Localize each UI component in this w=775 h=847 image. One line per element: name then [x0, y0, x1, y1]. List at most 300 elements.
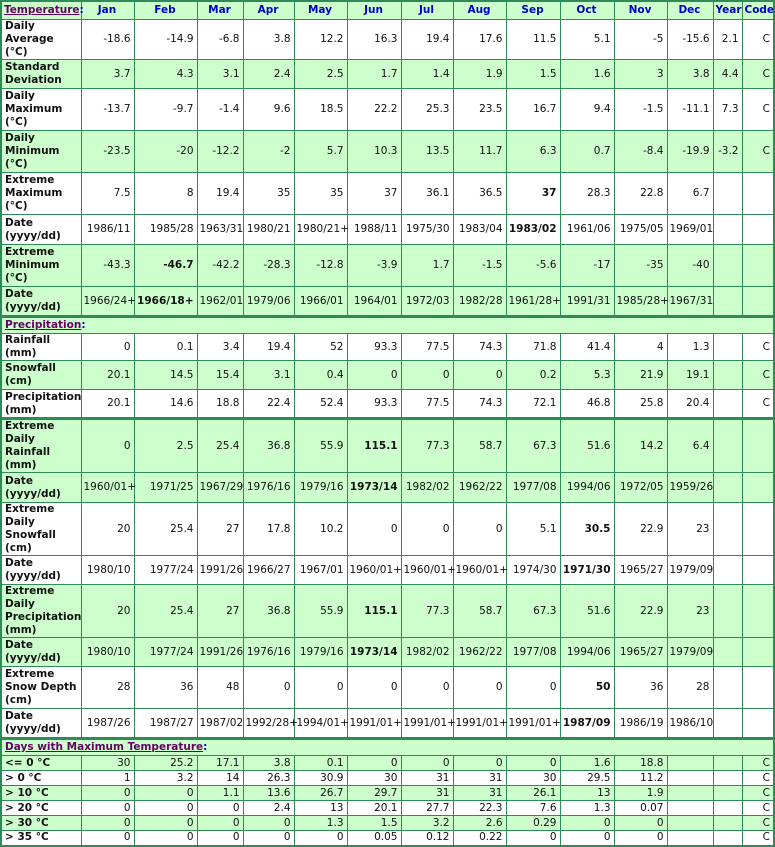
table-row [1, 801, 774, 816]
col-mar: Mar [197, 1, 243, 20]
value-cell: 0 [506, 667, 560, 709]
code-cell: C [742, 334, 774, 361]
code-cell [742, 638, 774, 667]
year-cell [713, 503, 742, 556]
value-cell: -28.3 [243, 245, 294, 287]
year-cell [713, 756, 742, 771]
value-cell: 28 [81, 667, 134, 709]
code-cell: C [742, 390, 774, 419]
value-cell: 36.8 [243, 585, 294, 638]
value-cell: 7.6 [506, 801, 560, 816]
value-cell: 74.3 [453, 334, 506, 361]
value-cell: 19.4 [197, 173, 243, 215]
days-max-temp-link[interactable]: Days with Maximum Temperature [5, 741, 204, 753]
table-row [1, 473, 774, 503]
value-cell: 31 [453, 771, 506, 786]
value-cell: 25.4 [134, 503, 197, 556]
value-cell: 19.1 [667, 361, 713, 390]
value-cell: 1991/01+ [401, 709, 453, 739]
value-cell: 14 [197, 771, 243, 786]
value-cell: 1987/27 [134, 709, 197, 739]
value-cell: 1994/01+ [294, 709, 347, 739]
row-label: > 0 °C [1, 771, 81, 786]
value-cell: 51.6 [560, 585, 614, 638]
value-cell: 18.8 [197, 390, 243, 419]
value-cell: 1987/26 [81, 709, 134, 739]
value-cell: 1960/01+ [453, 556, 506, 585]
value-cell: 1980/10 [81, 638, 134, 667]
table-row [1, 287, 774, 317]
year-cell [713, 287, 742, 317]
value-cell: 1971/30 [560, 556, 614, 585]
value-cell: 21.9 [614, 361, 667, 390]
table-row [1, 60, 774, 89]
value-cell: 5.7 [294, 131, 347, 173]
code-cell: C [742, 771, 774, 786]
value-cell: 58.7 [453, 419, 506, 473]
value-cell: 1.7 [347, 60, 401, 89]
value-cell: 31 [401, 786, 453, 801]
value-cell: 0 [347, 361, 401, 390]
value-cell: 0 [243, 816, 294, 831]
row-label: Precipitation (mm) [1, 390, 81, 419]
value-cell: 1976/16 [243, 638, 294, 667]
row-label: Date (yyyy/dd) [1, 287, 81, 317]
days-max-temp-section-row [1, 739, 774, 756]
value-cell: 16.3 [347, 20, 401, 60]
value-cell: 1982/02 [401, 473, 453, 503]
row-label: > 35 °C [1, 831, 81, 846]
value-cell: 20 [81, 503, 134, 556]
table-row [1, 215, 774, 245]
value-cell: 1983/02 [506, 215, 560, 245]
value-cell: 19.4 [401, 20, 453, 60]
value-cell: -3.9 [347, 245, 401, 287]
value-cell: 55.9 [294, 419, 347, 473]
value-cell: 58.7 [453, 585, 506, 638]
value-cell: 1980/10 [81, 556, 134, 585]
value-cell: 35 [243, 173, 294, 215]
value-cell: 23 [667, 585, 713, 638]
value-cell: 1991/01+ [347, 709, 401, 739]
value-cell: 25.8 [614, 390, 667, 419]
value-cell: 3 [614, 60, 667, 89]
value-cell: 1986/10 [667, 709, 713, 739]
value-cell: -43.3 [81, 245, 134, 287]
value-cell: 30 [347, 771, 401, 786]
row-label: Daily Minimum (°C) [1, 131, 81, 173]
value-cell: 67.3 [506, 585, 560, 638]
value-cell: 1964/01 [347, 287, 401, 317]
value-cell: 2.5 [134, 419, 197, 473]
value-cell: -5.6 [506, 245, 560, 287]
value-cell: 1959/26 [667, 473, 713, 503]
value-cell: 1985/28 [134, 215, 197, 245]
value-cell: -23.5 [81, 131, 134, 173]
table-row [1, 334, 774, 361]
table-row [1, 89, 774, 131]
value-cell: -1.5 [614, 89, 667, 131]
value-cell: 46.8 [560, 390, 614, 419]
year-cell [713, 585, 742, 638]
code-cell [742, 473, 774, 503]
row-label: <= 0 °C [1, 756, 81, 771]
value-cell [667, 816, 713, 831]
value-cell: 16.7 [506, 89, 560, 131]
value-cell [667, 801, 713, 816]
value-cell: 6.7 [667, 173, 713, 215]
value-cell: 1977/08 [506, 473, 560, 503]
value-cell: 23 [667, 503, 713, 556]
value-cell: 115.1 [347, 419, 401, 473]
value-cell: 0 [453, 361, 506, 390]
value-cell: 20.1 [81, 390, 134, 419]
code-cell: C [742, 60, 774, 89]
value-cell: 31 [453, 786, 506, 801]
table-row [1, 419, 774, 473]
value-cell: 1974/30 [506, 556, 560, 585]
value-cell: 1972/05 [614, 473, 667, 503]
value-cell: 1.7 [401, 245, 453, 287]
col-sep: Sep [506, 1, 560, 20]
year-cell [713, 638, 742, 667]
year-cell [713, 215, 742, 245]
value-cell: 20 [81, 585, 134, 638]
value-cell: 0.7 [560, 131, 614, 173]
value-cell: 5.1 [560, 20, 614, 60]
value-cell [667, 831, 713, 846]
value-cell: 1966/27 [243, 556, 294, 585]
value-cell: 22.3 [453, 801, 506, 816]
value-cell: 1979/09 [667, 638, 713, 667]
value-cell: 1966/24+ [81, 287, 134, 317]
value-cell: 14.6 [134, 390, 197, 419]
value-cell: 36 [134, 667, 197, 709]
value-cell: 1985/28+ [614, 287, 667, 317]
value-cell: 1979/16 [294, 638, 347, 667]
value-cell: 25.2 [134, 756, 197, 771]
row-label: Date (yyyy/dd) [1, 473, 81, 503]
value-cell: 30 [81, 756, 134, 771]
value-cell: 71.8 [506, 334, 560, 361]
year-cell [713, 419, 742, 473]
value-cell: 0 [401, 503, 453, 556]
value-cell: 1987/09 [560, 709, 614, 739]
value-cell: 3.8 [243, 20, 294, 60]
value-cell: 30.5 [560, 503, 614, 556]
value-cell: 115.1 [347, 585, 401, 638]
value-cell: 55.9 [294, 585, 347, 638]
value-cell: 1979/09 [667, 556, 713, 585]
value-cell: 29.7 [347, 786, 401, 801]
row-label: > 20 °C [1, 801, 81, 816]
row-label: Rainfall (mm) [1, 334, 81, 361]
value-cell: 25.4 [134, 585, 197, 638]
year-cell: -3.2 [713, 131, 742, 173]
value-cell: 1966/01 [294, 287, 347, 317]
value-cell: 0.2 [506, 361, 560, 390]
col-jun: Jun [347, 1, 401, 20]
value-cell: 8 [134, 173, 197, 215]
value-cell: 1977/24 [134, 556, 197, 585]
table-row [1, 173, 774, 215]
code-cell [742, 503, 774, 556]
value-cell: 1977/08 [506, 638, 560, 667]
value-cell: 27 [197, 585, 243, 638]
value-cell: 1963/31 [197, 215, 243, 245]
code-cell: C [742, 361, 774, 390]
value-cell: 0 [506, 756, 560, 771]
value-cell: 0 [81, 801, 134, 816]
table-row [1, 709, 774, 739]
value-cell: 0 [197, 801, 243, 816]
table-row [1, 585, 774, 638]
value-cell: 14.2 [614, 419, 667, 473]
value-cell: 0 [347, 503, 401, 556]
year-cell [713, 771, 742, 786]
value-cell: 11.7 [453, 131, 506, 173]
value-cell: 52 [294, 334, 347, 361]
value-cell: 20.1 [347, 801, 401, 816]
row-label: Extreme Daily Rainfall (mm) [1, 419, 81, 473]
value-cell: 1.4 [401, 60, 453, 89]
value-cell: 18.8 [614, 756, 667, 771]
value-cell: 0 [401, 756, 453, 771]
value-cell: 1986/19 [614, 709, 667, 739]
value-cell: 0 [294, 667, 347, 709]
code-cell [742, 419, 774, 473]
table-row [1, 816, 774, 831]
year-cell [713, 334, 742, 361]
value-cell: 13 [560, 786, 614, 801]
value-cell: -2 [243, 131, 294, 173]
value-cell: 48 [197, 667, 243, 709]
value-cell: -15.6 [667, 20, 713, 60]
year-cell [713, 709, 742, 739]
table-row [1, 131, 774, 173]
value-cell: -1.4 [197, 89, 243, 131]
row-label: > 30 °C [1, 816, 81, 831]
value-cell: -13.7 [81, 89, 134, 131]
value-cell: 1962/01 [197, 287, 243, 317]
value-cell: 17.6 [453, 20, 506, 60]
col-nov: Nov [614, 1, 667, 20]
table-row [1, 20, 774, 60]
value-cell: 3.4 [197, 334, 243, 361]
value-cell: 17.1 [197, 756, 243, 771]
col-code: Code [742, 1, 774, 20]
code-cell: C [742, 89, 774, 131]
value-cell: 0.22 [453, 831, 506, 846]
value-cell: 1967/01 [294, 556, 347, 585]
code-cell [742, 709, 774, 739]
value-cell: 1.3 [294, 816, 347, 831]
code-cell [742, 287, 774, 317]
value-cell: 11.5 [506, 20, 560, 60]
value-cell: 1966/18+ [134, 287, 197, 317]
row-label: Daily Average (°C) [1, 20, 81, 60]
value-cell: 0 [243, 831, 294, 846]
value-cell: 0 [401, 667, 453, 709]
value-cell: 19.4 [243, 334, 294, 361]
code-cell [742, 585, 774, 638]
value-cell: 1991/26 [197, 556, 243, 585]
value-cell: 1969/01 [667, 215, 713, 245]
year-cell: 7.3 [713, 89, 742, 131]
value-cell: 1983/04 [453, 215, 506, 245]
value-cell: 3.8 [243, 756, 294, 771]
value-cell: 1979/16 [294, 473, 347, 503]
col-oct: Oct [560, 1, 614, 20]
year-cell [713, 801, 742, 816]
value-cell: 1973/14 [347, 473, 401, 503]
year-cell [713, 361, 742, 390]
value-cell: 3.2 [401, 816, 453, 831]
value-cell: 1962/22 [453, 638, 506, 667]
value-cell: 0 [243, 667, 294, 709]
value-cell: 1967/29 [197, 473, 243, 503]
col-dec: Dec [667, 1, 713, 20]
value-cell: 1975/30 [401, 215, 453, 245]
value-cell: 0.05 [347, 831, 401, 846]
value-cell: 1965/27 [614, 556, 667, 585]
value-cell: 1.3 [560, 801, 614, 816]
value-cell: 0.1 [294, 756, 347, 771]
row-label: Extreme Maximum (°C) [1, 173, 81, 215]
value-cell: 37 [506, 173, 560, 215]
value-cell: 37 [347, 173, 401, 215]
row-label: Date (yyyy/dd) [1, 709, 81, 739]
value-cell: 27.7 [401, 801, 453, 816]
row-label: > 10 °C [1, 786, 81, 801]
value-cell: 1960/01+ [347, 556, 401, 585]
value-cell: 22.2 [347, 89, 401, 131]
value-cell: 0 [401, 361, 453, 390]
value-cell: 77.3 [401, 419, 453, 473]
value-cell: 77.5 [401, 390, 453, 419]
value-cell: 0 [134, 801, 197, 816]
value-cell: 26.1 [506, 786, 560, 801]
value-cell: 1992/28+ [243, 709, 294, 739]
row-label: Date (yyyy/dd) [1, 556, 81, 585]
value-cell: 0 [453, 503, 506, 556]
value-cell: 67.3 [506, 419, 560, 473]
value-cell: 3.8 [667, 60, 713, 89]
year-cell [713, 173, 742, 215]
value-cell: 1960/01+ [81, 473, 134, 503]
col-year: Year [713, 1, 742, 20]
value-cell: 3.1 [197, 60, 243, 89]
value-cell: 1 [81, 771, 134, 786]
row-label: Extreme Snow Depth (cm) [1, 667, 81, 709]
value-cell: 1979/06 [243, 287, 294, 317]
table-row [1, 361, 774, 390]
code-cell: C [742, 786, 774, 801]
value-cell: 12.2 [294, 20, 347, 60]
value-cell: 0 [134, 786, 197, 801]
value-cell: 0 [134, 831, 197, 846]
value-cell: 0 [197, 816, 243, 831]
value-cell: 1977/24 [134, 638, 197, 667]
value-cell: 4.3 [134, 60, 197, 89]
value-cell: 1971/25 [134, 473, 197, 503]
header-row [1, 1, 774, 20]
value-cell: 17.8 [243, 503, 294, 556]
year-cell [713, 667, 742, 709]
precipitation-section-row [1, 317, 774, 334]
value-cell: 3.2 [134, 771, 197, 786]
value-cell: -12.8 [294, 245, 347, 287]
year-cell [713, 390, 742, 419]
value-cell: 1962/22 [453, 473, 506, 503]
value-cell: 1975/05 [614, 215, 667, 245]
value-cell: 0 [197, 831, 243, 846]
value-cell: 1991/26 [197, 638, 243, 667]
temperature-link[interactable]: Temperature [4, 4, 80, 16]
value-cell: 0 [81, 419, 134, 473]
value-cell: 1973/14 [347, 638, 401, 667]
value-cell: 6.4 [667, 419, 713, 473]
value-cell: 0 [560, 816, 614, 831]
code-cell [742, 215, 774, 245]
value-cell: -5 [614, 20, 667, 60]
value-cell: 13.6 [243, 786, 294, 801]
value-cell: 1991/01+ [506, 709, 560, 739]
value-cell: 36.5 [453, 173, 506, 215]
value-cell: -19.9 [667, 131, 713, 173]
code-cell [742, 245, 774, 287]
value-cell: 11.2 [614, 771, 667, 786]
value-cell: 1.9 [453, 60, 506, 89]
precipitation-link[interactable]: Precipitation [5, 319, 82, 331]
table-row [1, 756, 774, 771]
value-cell [667, 771, 713, 786]
value-cell: 1994/06 [560, 473, 614, 503]
code-cell: C [742, 801, 774, 816]
value-cell: 0.4 [294, 361, 347, 390]
code-cell: C [742, 131, 774, 173]
code-cell: C [742, 831, 774, 846]
value-cell: 5.3 [560, 361, 614, 390]
value-cell: 1961/06 [560, 215, 614, 245]
code-cell [742, 667, 774, 709]
value-cell: 10.3 [347, 131, 401, 173]
value-cell: 36 [614, 667, 667, 709]
value-cell: -20 [134, 131, 197, 173]
value-cell: 10.2 [294, 503, 347, 556]
value-cell: 1986/11 [81, 215, 134, 245]
year-cell: 4.4 [713, 60, 742, 89]
table-row [1, 667, 774, 709]
value-cell: 0 [81, 831, 134, 846]
col-feb: Feb [134, 1, 197, 20]
value-cell: 26.3 [243, 771, 294, 786]
value-cell: 1991/01+ [453, 709, 506, 739]
value-cell: 31 [401, 771, 453, 786]
year-cell [713, 473, 742, 503]
value-cell: 13.5 [401, 131, 453, 173]
value-cell: 2.6 [453, 816, 506, 831]
value-cell: 0 [347, 756, 401, 771]
table-row [1, 390, 774, 419]
table-row [1, 638, 774, 667]
value-cell: 27 [197, 503, 243, 556]
value-cell: 13 [294, 801, 347, 816]
value-cell [667, 786, 713, 801]
value-cell: -9.7 [134, 89, 197, 131]
col-may: May [294, 1, 347, 20]
value-cell: 2.5 [294, 60, 347, 89]
